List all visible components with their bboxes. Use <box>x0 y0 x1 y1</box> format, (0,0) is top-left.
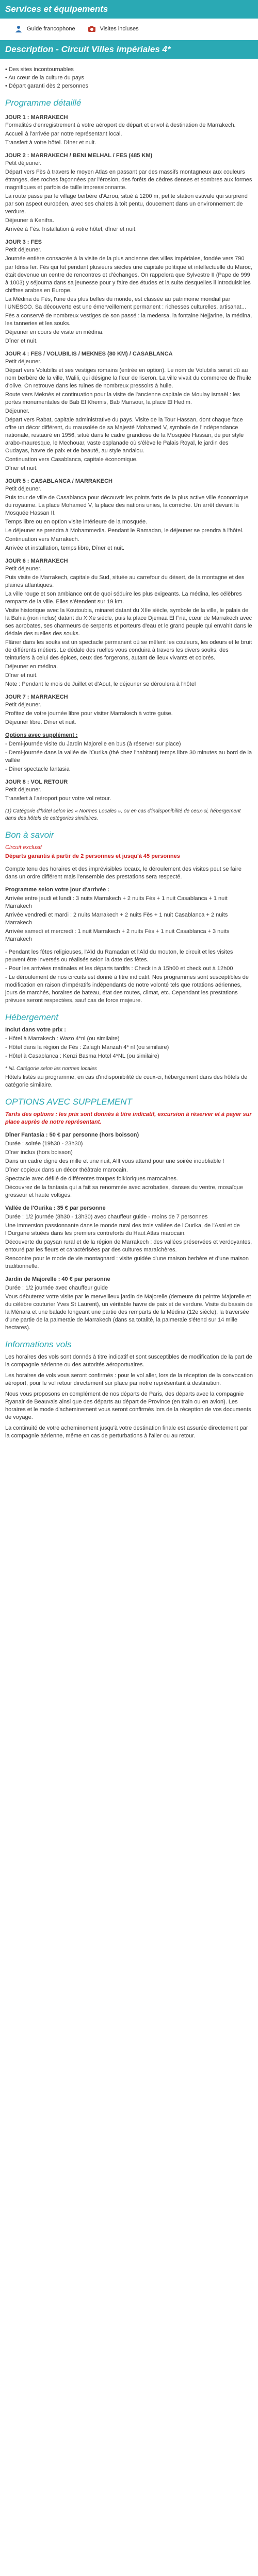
description-title: Description - Circuit Villes impériales 4* <box>0 40 258 59</box>
option-line: Dîner copieux dans un décor théâtrale marocain. <box>5 1167 128 1173</box>
informations-list <box>5 1353 253 1440</box>
day-paragraph: Petit déjeuner. <box>5 566 42 572</box>
option-line: Durée : 1/2 journée (8h30 - 13h30) avec chauffeur guide - moins de 7 personnes <box>5 1214 208 1220</box>
day-paragraph: Continuation vers Marrakech. <box>5 536 79 543</box>
day-block <box>5 693 253 773</box>
day-paragraph: Départ vers Fès à travers le moyen Atlas en passant par des massifs montagneux aux couleurs étranges, des roches façonnées par l'érosion, des forêts de cèdres denses et sombres aux formes magnifiques et parfois de taille impressionnante. <box>5 169 252 191</box>
day-title: JOUR 1 : MARRAKECH <box>5 114 68 121</box>
day-paragraph: La route passe par le village berbère d'Azrou, situé à 1200 m, petite station estivale qui surprend par son aspect européen, avec ses chalets à toit pentu, doucement dans un environnement de verdure. <box>5 193 248 215</box>
options-list <box>5 1131 253 1332</box>
day-option: Options avec supplément : <box>5 732 78 738</box>
informations-paragraph: Nous vous proposons en complément de nos départs de Paris, des départs avec la compagnie Ryanair de Beauvais ainsi que des départs au départ de Province (en train ou en avion). Les horaires et le mode d'acheminement vous seront confirmés lors de la réception de vos documents de voyage. <box>5 1391 251 1420</box>
option-line: Vous débuterez votre visite par le merveilleux jardin de Majorelle (demeure du peintre Majorelle et du célèbre couturier Yves St Laurent), un véritable havre de paix et de verdure. Visite du bassin de la Ménara et une balade longeant une partie des remparts de la Médina (12e siècle), la traversée d'une partie de la palmeraie de Marrakech (dans sa totalité, la palmeraie s'étend sur 14 mille hectares). <box>5 1294 253 1331</box>
bon-savoir-para: - Pendant les fêtes religieuses, l'Aïd du Ramadan et l'Aïd du mouton, le circuit et les visites peuvent être inversés ou réalisés selon la date des fêtes. <box>5 949 233 963</box>
informations-paragraph: Les horaires de vols vous seront confirmés : pour le vol aller, lors de la réception de la convocation aéroport, pour le vol retour directement sur place par notre représentant à destination. <box>5 1372 253 1386</box>
day-block <box>5 114 253 147</box>
circuit-text: Départs garantis à partir de 2 personnes et jusqu'à 45 personnes <box>5 853 180 859</box>
day-title: JOUR 5 : CASABLANCA / MARRAKECH <box>5 478 112 484</box>
hotel-item: - Hôtel à Marrakech : Wazo 4*nl (ou similaire) <box>5 1036 120 1042</box>
day-paragraph: par Idriss Ier. Fès qui fut pendant plusieurs siècles une capitale politique et intellectuelle du Maroc, était devenue un centre de rencontres et d'échanges. On rappelera que Sylvestre II (Pape de 999 à 1003) y séjourna dans sa jeunesse pour y faire des études et la suite desquelles il introduisit les chiffres arabes en Europe. <box>5 264 252 294</box>
day-paragraph: Continuation vers Casablanca, capitale économique. <box>5 456 138 463</box>
informations-paragraph: Les horaires des vols sont donnés à titre indicatif et sont susceptibles de modification de la part de la compagnie aérienne ou des autorités aéroportuaires. <box>5 1354 252 1368</box>
day-paragraph: Déjeuner. <box>5 408 30 414</box>
bon-savoir-para: Arrivée vendredi et mardi : 2 nuits Marrakech + 2 nuits Fès + 1 nuit Casablanca + 2 nuits Marrakech <box>5 912 228 926</box>
day-paragraph: Arrivée et installation, temps libre, Dîner et nuit. <box>5 545 125 551</box>
option-title: Jardin de Majorelle : 40 € par personne <box>5 1276 110 1282</box>
day-block <box>5 478 253 552</box>
option-title: Dîner Fantasia : 50 € par personne (hors boisson) <box>5 1132 139 1138</box>
day-paragraph: Puis visite de Marrakech, capitale du Sud, située au carrefour du désert, de la montagne et des plaines atlantiques. <box>5 574 245 588</box>
hotel-item: - Hôtel dans la région de Fès : Zalagh Manzah 4* nl (ou similaire) <box>5 1044 169 1050</box>
day-title: JOUR 7 : MARRAKECH <box>5 694 68 700</box>
bon-savoir-para: - Le déroulement de nos circuits est donné à titre indicatif. Nos programmes sont susceptibles de modification en raison d'impératifs indépendants de notre volonté tels que rotations aériennes, jours de marchés, horaires de bateau, état des routes, climat, etc. Cependant les prestations prévues seront respectées, sauf cas de force majeure. <box>5 974 249 1004</box>
day-list <box>5 114 253 803</box>
option-line: Durée : soirée (19h30 - 23h30) <box>5 1141 83 1147</box>
bon-savoir-title: Bon à savoir <box>5 830 54 840</box>
options-title: OPTIONS AVEC SUPPLEMENT <box>5 1097 132 1107</box>
day-paragraph: Petit déjeuner. <box>5 702 42 708</box>
day-paragraph: Déjeuner en cours de visite en médina. <box>5 329 104 335</box>
day-paragraph: Arrivée à Fès. Installation à votre hôtel, dîner et nuit. <box>5 226 137 232</box>
day-title: JOUR 6 : MARRAKECH <box>5 558 68 564</box>
highlight-item: • Départ garanti dès 2 personnes <box>5 83 89 89</box>
bon-savoir-para: Arrivée samedi et mercredi : 1 nuit Marrakech + 2 nuits Fès + 1 nuit Casablanca + 3 nuits Marrakech <box>5 928 230 942</box>
option-line: Dans un cadre digne des mille et une nuit, Allt vous attend pour une soirée inoubliable ! <box>5 1158 224 1164</box>
day-paragraph: Note : Pendant le mois de Juillet et d'Aout, le déjeuner se déroulera à l'hôtel <box>5 681 196 687</box>
day-paragraph: Dîner et nuit. <box>5 465 38 471</box>
day-paragraph: La Médina de Fès, l'une des plus belles du monde, est classée au patrimoine mondial par l'UNESCO. Sa découverte est une émerveillement permanent : richesses culturelles, artisanat... <box>5 296 246 310</box>
day-paragraph: Flâner dans les souks est un spectacle permanent où se mêlent les couleurs, les odeurs et le bruit de différents métiers. Le dédale des ruelles vous conduira à travers les divers souks, des teinturiers à celui des épices, ceux des forgerons, autant de lieux vivants et colorés. <box>5 639 252 661</box>
hebergement-para: Hôtels listés au programme, en cas d'indisponibilité de ceux-ci, hébergement dans des hôtels de catégorie similaire. <box>5 1074 248 1088</box>
day-paragraph: Déjeuner en médina. <box>5 664 58 670</box>
day-title: JOUR 2 : MARRAKECH / BENI MELHAL / FES (485 KM) <box>5 152 153 159</box>
day-paragraph: Transfert à votre hôtel. Dîner et nuit. <box>5 140 96 146</box>
circuit-label: Circuit exclusif <box>5 844 42 851</box>
day-paragraph: Fès a conservé de nombreux vestiges de son passé : la medersa, la fontaine Nejjarine, la médina, les tanneries et les souks. <box>5 313 252 327</box>
option-title: Vallée de l'Ourika : 35 € par personne <box>5 1205 106 1211</box>
day-paragraph: Temps libre ou en option visite intérieure de la mosquée. <box>5 519 148 525</box>
day-block <box>5 239 253 345</box>
bon-savoir-para: Arrivée entre jeudi et lundi : 3 nuits Marrakech + 2 nuits Fès + 1 nuit Casablanca + 1 nuit Marrakech <box>5 895 228 909</box>
day-paragraph: Le déjeuner se prendra à Mohammedia. Pendant le Ramadan, le déjeuner se prendra à l'hôtel. <box>5 528 244 534</box>
inclusions-list <box>0 19 258 40</box>
day-paragraph: Dîner et nuit. <box>5 672 38 679</box>
option-line: Découvrez de la fantasia qui a fait sa renommée avec acrobaties, danses du ventre, mosaïque grosseur et haute voltiges. <box>5 1184 244 1198</box>
day-block <box>5 350 253 472</box>
day-paragraph: Petit déjeuner. <box>5 486 42 492</box>
option-line: Une immersion passionnante dans le monde rural des trois vallées de l'Ourika, de l'Asni et de l'Ourgane situées dans les premiers contreforts du Haut Atlas marocain. <box>5 1223 240 1236</box>
bon-savoir-para: - Pour les arrivées matinales et les départs tardifs : Check in à 15h00 et check out à 12h00 <box>5 965 233 972</box>
inclusion-guide-label: Guide francophone <box>27 25 75 32</box>
day-paragraph: Profitez de votre journée libre pour visiter Marrakech à votre guise. <box>5 710 173 717</box>
day-paragraph: Déjeuner à Kenifra. <box>5 217 54 224</box>
option-line: Dîner inclus (hors boisson) <box>5 1149 73 1156</box>
programme-title: Programme détaillé <box>5 98 82 108</box>
day-paragraph: Départ vers Rabat, capitale administrative du pays. Visite de la Tour Hassan, dont chaque face offre un décor différent, du mausolée de sa Majesté Mohamed V, symbole de l'indépendance nationale, restauré en 1956, situé dans le cadre grandiose de la Mosquée Hassan, de pur style arabo-mauresque, le Mechouar, vaste esplanade où s'élève le Palais Royal, le jardin des Oudayas, havre de paix et de beauté, au style andalou. <box>5 417 244 454</box>
day-paragraph: Route vers Meknès et continuation pour la visite de l'ancienne capitale de Moulay Ismaël : les portes monumentales de Bab El Khemis, Bab Mansour, la place El Hedim. <box>5 392 240 405</box>
day-option: - Demi-journée visite du Jardin Majorelle en bus (à réserver sur place) <box>5 741 181 747</box>
day-option: - Demi-journée dans la vallée de l'Ourika (thé chez l'habitant) temps libre 30 minutes au bord de la vallée <box>5 750 252 764</box>
programme-footnote: (1) Catégorie d'hôtel selon les « Normes Locales », ou en cas d'indisponibilité de ceux-ci, hébergement dans des hôtels de catégories similaires. <box>5 808 241 821</box>
hebergement-intro: Inclut dans votre prix : <box>5 1027 66 1033</box>
day-paragraph: Petit déjeuner. <box>5 787 42 793</box>
main-content <box>0 59 258 1440</box>
day-paragraph: Puis tour de ville de Casablanca pour découvrir les points forts de la plus active ville économique du royaume. La place Mohamed V, la place des nations unies, la corniche. Un arrêt devant la Mosquée Hassan II. <box>5 495 249 516</box>
inclusion-visits <box>88 25 139 33</box>
day-title: JOUR 4 : FES / VOLUBILIS / MEKNES (80 KM) / CASABLANCA <box>5 351 173 357</box>
highlights-list <box>5 66 253 90</box>
day-paragraph: Formalités d'enregistrement à votre aéroport de départ et envol à destination de Marrakech. <box>5 122 236 128</box>
hebergement-title: Hébergement <box>5 1012 59 1022</box>
day-block <box>5 778 253 803</box>
day-block <box>5 152 253 233</box>
day-block <box>5 557 253 688</box>
day-paragraph: Petit déjeuner. <box>5 359 42 365</box>
day-option: - Dîner spectacle fantasia <box>5 766 70 772</box>
services-title: Services et équipements <box>0 0 258 19</box>
option-entry <box>5 1276 253 1332</box>
day-paragraph: Départ vers Volubilis et ses vestiges romains (entrée en option). Le nom de Volubilis serait dû au nom berbère de la ville, Walili, qui désigne la fleur de liseron. La ville vivait du commerce de l'huile d'olive. On retrouve dans les ruines de nombreux pressoirs à huile. <box>5 367 251 389</box>
visits-icon <box>88 25 96 33</box>
day-paragraph: Petit déjeuner. <box>5 247 42 253</box>
day-title: JOUR 8 : VOL RETOUR <box>5 779 68 785</box>
option-line: Spectacle avec défilé de différentes troupes folkloriques marocaines. <box>5 1176 178 1182</box>
day-paragraph: Transfert à l'aéroport pour votre vol retour. <box>5 795 111 802</box>
bon-savoir-para: Compte tenu des horaires et des imprévisibles locaux, le déroulement des visites peut se faire dans un ordre différent mais l'ensemble des prestations sera respecté. <box>5 866 241 880</box>
day-paragraph: La ville rouge et son ambiance ont de quoi séduire les plus exigeants. La médina, les célèbres remparts de la ville. Elles s'étendent sur 19 km. <box>5 591 242 605</box>
day-paragraph: Accueil à l'arrivée par notre représentant local. <box>5 131 122 137</box>
day-title: JOUR 3 : FES <box>5 239 42 245</box>
informations-paragraph: La continuité de votre acheminement jusqu'à votre destination finale est assurée directement par la compagnie aérienne, même en cas de perturbations à l'aller ou au retour. <box>5 1425 248 1439</box>
hotel-item: - Hôtel à Casablanca : Kenzi Basma Hotel 4*NL (ou similaire) <box>5 1053 159 1059</box>
day-paragraph: Déjeuner libre. Dîner et nuit. <box>5 719 76 725</box>
bon-savoir-para: Programme selon votre jour d'arrivée : <box>5 887 109 893</box>
option-line: Rencontre pour le mode de vie montagnard : visite guidée d'une maison berbère et d'une maison traditionnelle. <box>5 1256 249 1269</box>
highlight-item: • Des sites incontournables <box>5 66 74 73</box>
day-paragraph: Journée entière consacrée à la visite de la plus ancienne des villes impériales, fondée vers 790 <box>5 256 245 262</box>
option-entry <box>5 1131 253 1199</box>
option-line: Durée : 1/2 journée avec chauffeur guide <box>5 1285 108 1291</box>
highlight-item: • Au cœur de la culture du pays <box>5 75 85 81</box>
hebergement-note: * NL Catégorie selon les normes locales <box>5 1066 97 1072</box>
informations-title: Informations vols <box>5 1340 72 1349</box>
inclusion-guide <box>14 25 75 33</box>
options-intro: Tarifs des options : les prix sont donnés à titre indicatif, excursion à réserver et à payer sur place auprès de notre représentant. <box>5 1111 252 1125</box>
day-paragraph: Visite historique avec la Koutoubia, minaret datant du XIIe siècle, symbole de la ville, le palais de la Bahia (non inclus) datant du XIXe siècle, puis la place Djemaa El Fna, cœur de Marrakech avec ses acrobates, ses charmeurs de serpents et porteurs d'eau et le grand peuple qui envahit dans le dédale des ruelles des souks. <box>5 607 252 637</box>
guide-icon <box>14 25 23 33</box>
day-paragraph: Dîner et nuit. <box>5 338 38 344</box>
option-line: Découverte du paysan rural et de la région de Marrakech : des vallées préservées et verdoyantes, entouré par les fleurs et caractérisées par des cultures maraîchères. <box>5 1239 252 1253</box>
inclusion-visits-label: Visites incluses <box>100 25 139 32</box>
day-paragraph: Petit déjeuner. <box>5 160 42 166</box>
option-entry <box>5 1205 253 1270</box>
